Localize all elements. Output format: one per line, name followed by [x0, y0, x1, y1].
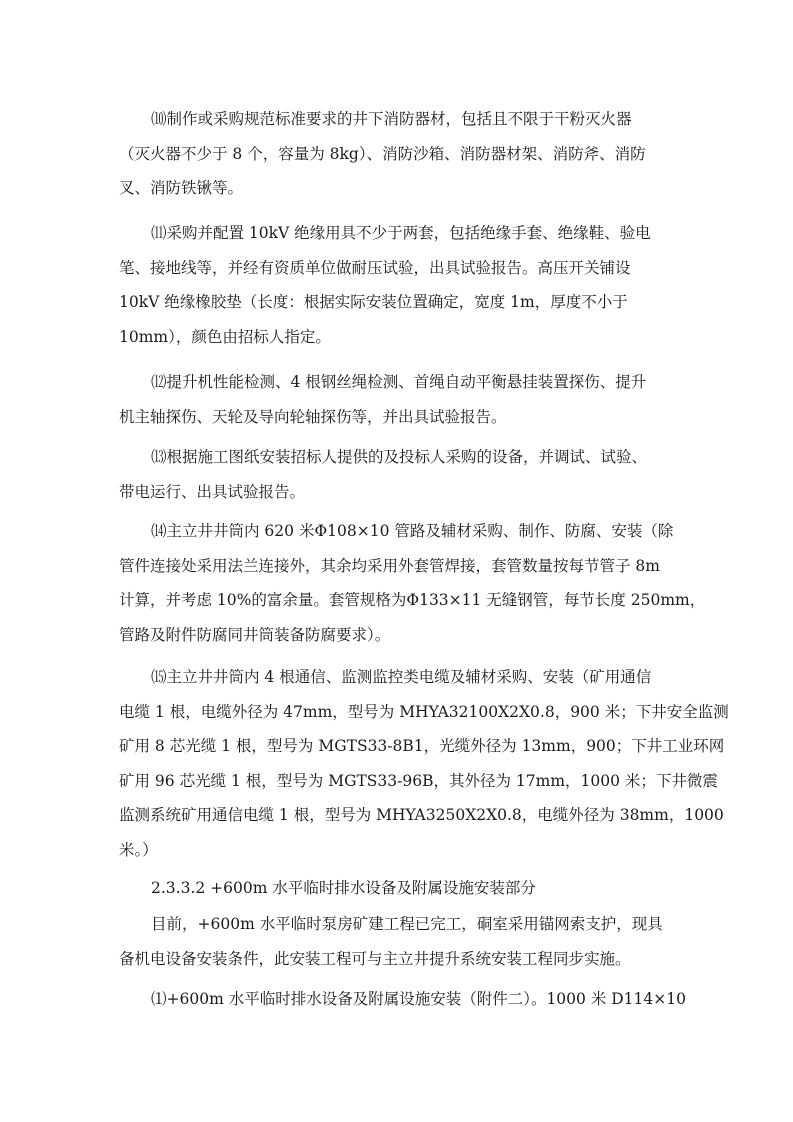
text-line: 米。） [119, 840, 158, 859]
text-line: 矿用 8 芯光缆 1 根，型号为 MGTS33-8B1，光缆外径为 13mm，900；下井工业环网 [119, 737, 725, 755]
text-line: ⑿提升机性能检测、4 根钢丝绳检测、首绳自动平衡悬挂装置探伤、提升 [151, 373, 647, 391]
text-line: 带电运行、出具试验报告。 [119, 482, 306, 501]
text-line: 计算，并考虑 10%的富余量。套管规格为Φ133×11 无缝钢管，每节长度 250mm， [119, 591, 706, 609]
text-line: ⑴+600m 水平临时排水设备及附属设施安装（附件二）。1000 米 D114×10 [151, 990, 686, 1008]
paragraph-item-11 [119, 216, 673, 354]
text-line: 10mm），颜色由招标人指定。 [119, 327, 331, 346]
text-line: 管路及附件防腐同井筒装备防腐要求）。 [119, 625, 391, 644]
text-line: 机主轴探伤、天轮及导向轮轴探伤等，并出具试验报告。 [119, 407, 507, 426]
text-line: 10kV 绝缘橡胶垫（长度：根据实际安装位置确定，宽度 1m，厚度不小于 [119, 293, 628, 311]
text-line: 叉、消防铁锹等。 [119, 179, 244, 197]
text-line: 管件连接处采用法兰连接外，其余均采用外套管焊接，套管数量按每节管子 8m [119, 556, 660, 575]
paragraph-item-15 [119, 660, 729, 867]
text-line: ⑾采购并配置 10kV 绝缘用具不少于两套，包括绝缘手套、绝缘鞋、验电 [151, 224, 651, 242]
paragraph-item-1 [119, 982, 686, 1017]
text-line: 目前，+600m 水平临时泵房矿建工程已完工，硐室采用锚网索支护，现具 [151, 915, 663, 933]
text-line: 监测系统矿用通信电缆 1 根，型号为 MHYA3250X2X0.8，电缆外径为 38mm，1000 [119, 806, 724, 824]
paragraph-item-10 [119, 102, 673, 206]
paragraph-item-12 [119, 365, 673, 434]
text-line: ⑽制作或采购规范标准要求的井下消防器材，包括且不限于干粉灭火器 [151, 110, 632, 128]
paragraph-item-13 [119, 440, 673, 509]
paragraph-item-14 [119, 514, 706, 652]
text-line: 2.3.3.2 +600m 水平临时排水设备及附属设施安装部分 [151, 879, 536, 897]
text-line: ⒁主立井井筒内 620 米Φ108×10 管路及辅材采购、制作、防腐、安装（除 [151, 522, 674, 540]
text-line: 笔、接地线等，并经有资质单位做耐压试验，出具试验报告。高压开关铺设 [119, 258, 631, 277]
text-line: 矿用 96 芯光缆 1 根，型号为 MGTS33-96B，其外径为 17mm，1000 米；下井微震 [119, 771, 718, 790]
paragraph-intro [119, 907, 673, 976]
text-line: ⒂主立井井筒内 4 根通信、监测监控类电缆及辅材采购、安装（矿用通信 [151, 668, 652, 686]
text-line: 电缆 1 根，电缆外径为 47mm，型号为 MHYA32100X2X0.8，900 米；下井安全监测 [119, 702, 729, 721]
text-line: 备机电设备安装条件，此安装工程可与主立井提升系统安装工程同步实施。 [119, 949, 631, 968]
section-heading [119, 871, 673, 906]
text-line: ⒀根据施工图纸安装招标人提供的及投标人采购的设备，并调试、试验、 [151, 448, 648, 466]
text-line: （灭火器不少于 8 个，容量为 8kg）、消防沙箱、消防器材架、消防斧、消防 [119, 144, 646, 163]
